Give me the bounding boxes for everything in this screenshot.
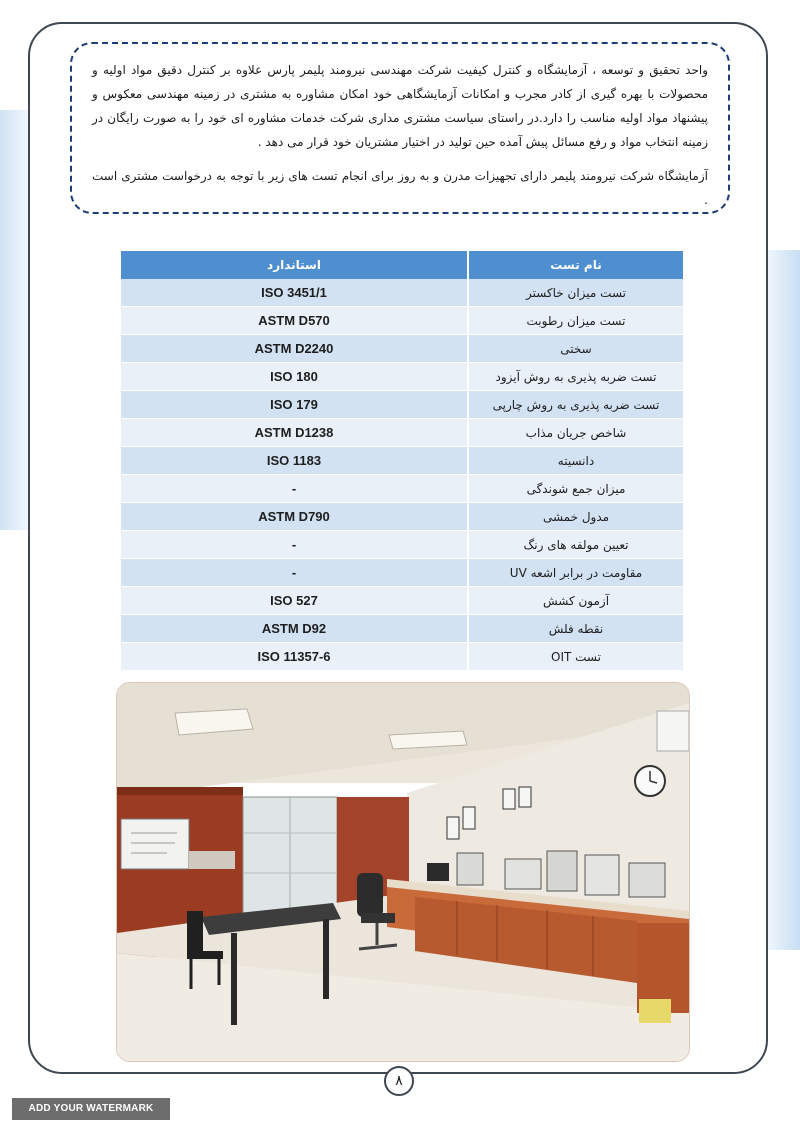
table-row [121, 643, 683, 671]
standard-cell: ASTM D570 [121, 307, 468, 335]
standard-cell: - [121, 475, 468, 503]
test-name-cell: دانسیته [468, 447, 683, 475]
intro-paragraph-2: آزمایشگاه شرکت نیرومند پلیمر دارای تجهیزات مدرن و به روز برای انجام تست های زیر با توجه به درخواست مشتری است . [92, 169, 708, 207]
table-row [121, 475, 683, 503]
standard-cell: ASTM D790 [121, 503, 468, 531]
header-test-name: نام تست [468, 251, 683, 279]
table-row [121, 279, 683, 307]
watermark-label: ADD YOUR WATERMARK [12, 1098, 170, 1120]
table-row [121, 335, 683, 363]
page-number: ۸ [384, 1066, 414, 1096]
table-row [121, 419, 683, 447]
standard-cell: - [121, 559, 468, 587]
test-name-cell: سختی [468, 335, 683, 363]
standard-cell: ISO 180 [121, 363, 468, 391]
test-name-cell: تست میزان خاکستر [468, 279, 683, 307]
test-name-cell: مقاومت در برابر اشعه UV [468, 559, 683, 587]
intro-text-box [70, 42, 730, 214]
table-row [121, 531, 683, 559]
standard-cell: ISO 179 [121, 391, 468, 419]
table-row [121, 363, 683, 391]
test-name-cell: تست OIT [468, 643, 683, 671]
standard-cell: ASTM D1238 [121, 419, 468, 447]
table-row [121, 559, 683, 587]
table-row [121, 615, 683, 643]
table-header-row [121, 251, 683, 279]
test-name-cell: تست ضربه پذیری به روش آیزود [468, 363, 683, 391]
table-row [121, 307, 683, 335]
laboratory-photo [116, 682, 690, 1062]
header-standard: استاندارد [121, 251, 468, 279]
test-name-cell: نقطه فلش [468, 615, 683, 643]
test-name-cell: تعیین مولفه های رنگ [468, 531, 683, 559]
standard-cell: ASTM D92 [121, 615, 468, 643]
table-row [121, 503, 683, 531]
standard-cell: ISO 527 [121, 587, 468, 615]
intro-paragraph-1: واحد تحقیق و توسعه ، آزمایشگاه و کنترل کیفیت شرکت مهندسی نیرومند پلیمر پارس علاوه بر کنترل دقیق مواد اولیه و محصولات با بهره گیری از کادر مجرب و امکانات آزمایشگاهی خود امکان مشاوره به مشتری در زمینه مهندسی معکوس و پیشنهاد مواد اولیه مناسب را دارد.در راستای سیاست مشتری مداری شرکت خدمات مشاوره ای خود را به صورت رایگان در زمینه انتخاب مواد و رفع مسائل پیش آمده حین تولید در اختیار مشتریان خود قرار می دهد . [92, 63, 708, 149]
standard-cell: ISO 11357-6 [121, 643, 468, 671]
test-name-cell: تست میزان رطوبت [468, 307, 683, 335]
standard-cell: ISO 1183 [121, 447, 468, 475]
test-name-cell: مدول خمشی [468, 503, 683, 531]
standard-cell: ASTM D2240 [121, 335, 468, 363]
tests-table [121, 251, 683, 671]
table-row [121, 391, 683, 419]
test-name-cell: شاخص جریان مذاب [468, 419, 683, 447]
test-name-cell: میزان جمع شوندگی [468, 475, 683, 503]
table-row [121, 447, 683, 475]
test-name-cell: آزمون کشش [468, 587, 683, 615]
table-row [121, 587, 683, 615]
standard-cell: - [121, 531, 468, 559]
test-name-cell: تست ضربه پذیری به روش چارپی [468, 391, 683, 419]
standard-cell: ISO 3451/1 [121, 279, 468, 307]
